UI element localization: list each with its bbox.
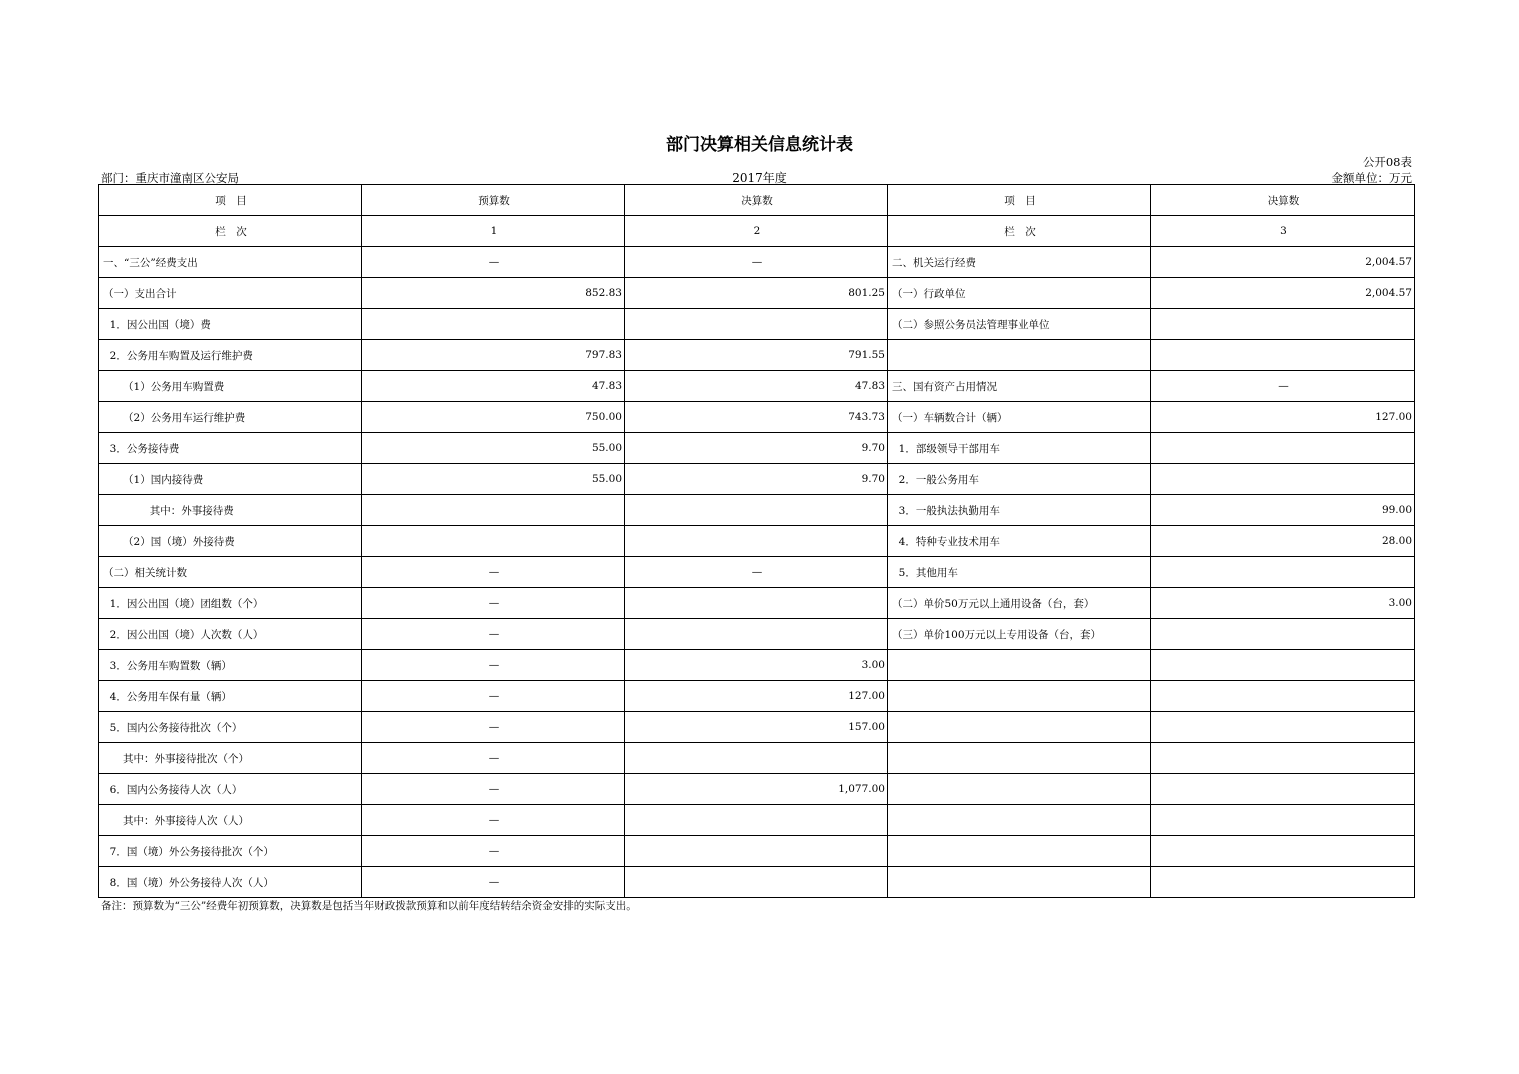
- item-cell: 1．因公出国（境）团组数（个）: [99, 588, 362, 619]
- budget-cell: —: [362, 557, 625, 588]
- item-cell-right: [888, 836, 1151, 867]
- final-cell: [625, 743, 888, 774]
- statistics-table: [98, 184, 1415, 898]
- final-cell: 9.70: [625, 433, 888, 464]
- column-index-item-left: 栏 次: [99, 216, 362, 247]
- final-cell: [625, 836, 888, 867]
- final-cell-right: [1151, 867, 1415, 898]
- budget-cell: —: [362, 588, 625, 619]
- final-cell: [625, 805, 888, 836]
- table-row: [99, 371, 1415, 402]
- table-row: [99, 805, 1415, 836]
- item-cell-right: 5．其他用车: [888, 557, 1151, 588]
- budget-cell: [362, 309, 625, 340]
- table-title: 部门决算相关信息统计表: [666, 135, 853, 155]
- item-cell: （2）公务用车运行维护费: [99, 402, 362, 433]
- item-cell: 8．国（境）外公务接待人次（人）: [99, 867, 362, 898]
- item-cell: 1．因公出国（境）费: [99, 309, 362, 340]
- budget-cell: 55.00: [362, 464, 625, 495]
- item-cell-right: （三）单价100万元以上专用设备（台，套）: [888, 619, 1151, 650]
- item-cell: 5．国内公务接待批次（个）: [99, 712, 362, 743]
- column-index-3: 3: [1151, 216, 1415, 247]
- table-row: [99, 557, 1415, 588]
- final-cell-right: —: [1151, 371, 1415, 402]
- item-cell: （二）相关统计数: [99, 557, 362, 588]
- item-cell: 其中：外事接待费: [99, 495, 362, 526]
- final-cell: [625, 867, 888, 898]
- budget-cell: —: [362, 681, 625, 712]
- item-cell-right: [888, 681, 1151, 712]
- item-cell: 6．国内公务接待人次（人）: [99, 774, 362, 805]
- final-cell-right: 2,004.57: [1151, 278, 1415, 309]
- table-row: [99, 433, 1415, 464]
- budget-cell: —: [362, 712, 625, 743]
- budget-cell: 797.83: [362, 340, 625, 371]
- item-cell: 3．公务接待费: [99, 433, 362, 464]
- budget-cell: 750.00: [362, 402, 625, 433]
- item-cell-right: （二）单价50万元以上通用设备（台，套）: [888, 588, 1151, 619]
- footnote: 备注：预算数为“三公”经费年初预算数，决算数是包括当年财政拨款预算和以前年度结转结余资金安排的实际支出。: [101, 900, 637, 912]
- table-row: [99, 526, 1415, 557]
- item-cell: 7．国（境）外公务接待批次（个）: [99, 836, 362, 867]
- table-body: [99, 185, 1415, 898]
- final-cell-right: 99.00: [1151, 495, 1415, 526]
- budget-cell: 852.83: [362, 278, 625, 309]
- item-cell: 其中：外事接待批次（个）: [99, 743, 362, 774]
- table-row: [99, 867, 1415, 898]
- table-row: [99, 743, 1415, 774]
- final-cell: [625, 309, 888, 340]
- final-cell-right: [1151, 681, 1415, 712]
- item-cell-right: 4．特种专业技术用车: [888, 526, 1151, 557]
- header-item-left: 项 目: [99, 185, 362, 216]
- final-cell: 743.73: [625, 402, 888, 433]
- table-row: [99, 712, 1415, 743]
- table-row: [99, 650, 1415, 681]
- final-cell-right: [1151, 619, 1415, 650]
- table-row: [99, 774, 1415, 805]
- final-cell-right: [1151, 557, 1415, 588]
- item-cell: （2）国（境）外接待费: [99, 526, 362, 557]
- final-cell-right: [1151, 464, 1415, 495]
- item-cell: 3．公务用车购置数（辆）: [99, 650, 362, 681]
- item-cell-right: [888, 867, 1151, 898]
- final-cell-right: [1151, 712, 1415, 743]
- item-cell: 4．公务用车保有量（辆）: [99, 681, 362, 712]
- item-cell: （1）国内接待费: [99, 464, 362, 495]
- final-cell-right: 28.00: [1151, 526, 1415, 557]
- table-row: [99, 681, 1415, 712]
- column-index-item-right: 栏 次: [888, 216, 1151, 247]
- final-cell: 47.83: [625, 371, 888, 402]
- final-cell-right: [1151, 836, 1415, 867]
- item-cell-right: （一）车辆数合计（辆）: [888, 402, 1151, 433]
- final-cell-right: 3.00: [1151, 588, 1415, 619]
- column-index-1: 1: [362, 216, 625, 247]
- final-cell-right: [1151, 340, 1415, 371]
- item-cell-right: （二）参照公务员法管理事业单位: [888, 309, 1151, 340]
- table-row: [99, 495, 1415, 526]
- table-row: [99, 309, 1415, 340]
- budget-cell: —: [362, 619, 625, 650]
- table-row: [99, 402, 1415, 433]
- amount-unit: 金额单位：万元: [1331, 171, 1412, 185]
- item-cell: 2．因公出国（境）人次数（人）: [99, 619, 362, 650]
- final-cell-right: 127.00: [1151, 402, 1415, 433]
- item-cell-right: 2．一般公务用车: [888, 464, 1151, 495]
- budget-cell: —: [362, 650, 625, 681]
- budget-cell: [362, 495, 625, 526]
- table-row: [99, 619, 1415, 650]
- item-cell: 一、“三公”经费支出: [99, 247, 362, 278]
- header-item-right: 项 目: [888, 185, 1151, 216]
- item-cell: 其中：外事接待人次（人）: [99, 805, 362, 836]
- item-cell: （一）支出合计: [99, 278, 362, 309]
- item-cell: （1）公务用车购置费: [99, 371, 362, 402]
- budget-cell: 47.83: [362, 371, 625, 402]
- column-index-row: [99, 216, 1415, 247]
- final-cell: 9.70: [625, 464, 888, 495]
- item-cell-right: 1．部级领导干部用车: [888, 433, 1151, 464]
- table-row: [99, 340, 1415, 371]
- table-row: [99, 464, 1415, 495]
- budget-cell: 55.00: [362, 433, 625, 464]
- final-cell: —: [625, 557, 888, 588]
- item-cell-right: [888, 650, 1151, 681]
- final-cell: 801.25: [625, 278, 888, 309]
- final-cell-right: [1151, 650, 1415, 681]
- final-cell: [625, 588, 888, 619]
- final-cell: [625, 619, 888, 650]
- final-cell: 3.00: [625, 650, 888, 681]
- table-row: [99, 588, 1415, 619]
- final-cell-right: [1151, 774, 1415, 805]
- final-cell: 791.55: [625, 340, 888, 371]
- item-cell: 2．公务用车购置及运行维护费: [99, 340, 362, 371]
- final-cell: [625, 495, 888, 526]
- item-cell-right: [888, 712, 1151, 743]
- item-cell-right: [888, 774, 1151, 805]
- header-budget: 预算数: [362, 185, 625, 216]
- item-cell-right: [888, 340, 1151, 371]
- budget-cell: —: [362, 805, 625, 836]
- department-label: 部门：重庆市潼南区公安局: [101, 171, 239, 185]
- final-cell-right: 2,004.57: [1151, 247, 1415, 278]
- final-cell-right: [1151, 433, 1415, 464]
- budget-cell: —: [362, 774, 625, 805]
- column-index-2: 2: [625, 216, 888, 247]
- header-final: 决算数: [625, 185, 888, 216]
- fiscal-year: 2017年度: [732, 171, 787, 185]
- item-cell-right: [888, 743, 1151, 774]
- item-cell-right: [888, 805, 1151, 836]
- final-cell: 127.00: [625, 681, 888, 712]
- budget-cell: [362, 526, 625, 557]
- final-cell: 1,077.00: [625, 774, 888, 805]
- budget-cell: —: [362, 867, 625, 898]
- item-cell-right: 三、国有资产占用情况: [888, 371, 1151, 402]
- final-cell-right: [1151, 309, 1415, 340]
- table-row: [99, 836, 1415, 867]
- item-cell-right: （一）行政单位: [888, 278, 1151, 309]
- budget-cell: —: [362, 247, 625, 278]
- table-row: [99, 247, 1415, 278]
- budget-cell: —: [362, 743, 625, 774]
- item-cell-right: 3．一般执法执勤用车: [888, 495, 1151, 526]
- final-cell-right: [1151, 805, 1415, 836]
- item-cell-right: 二、机关运行经费: [888, 247, 1151, 278]
- final-cell: [625, 526, 888, 557]
- form-number: 公开08表: [1362, 155, 1412, 169]
- final-cell: 157.00: [625, 712, 888, 743]
- table-row: [99, 278, 1415, 309]
- budget-cell: —: [362, 836, 625, 867]
- final-cell: —: [625, 247, 888, 278]
- header-row: [99, 185, 1415, 216]
- header-final-right: 决算数: [1151, 185, 1415, 216]
- final-cell-right: [1151, 743, 1415, 774]
